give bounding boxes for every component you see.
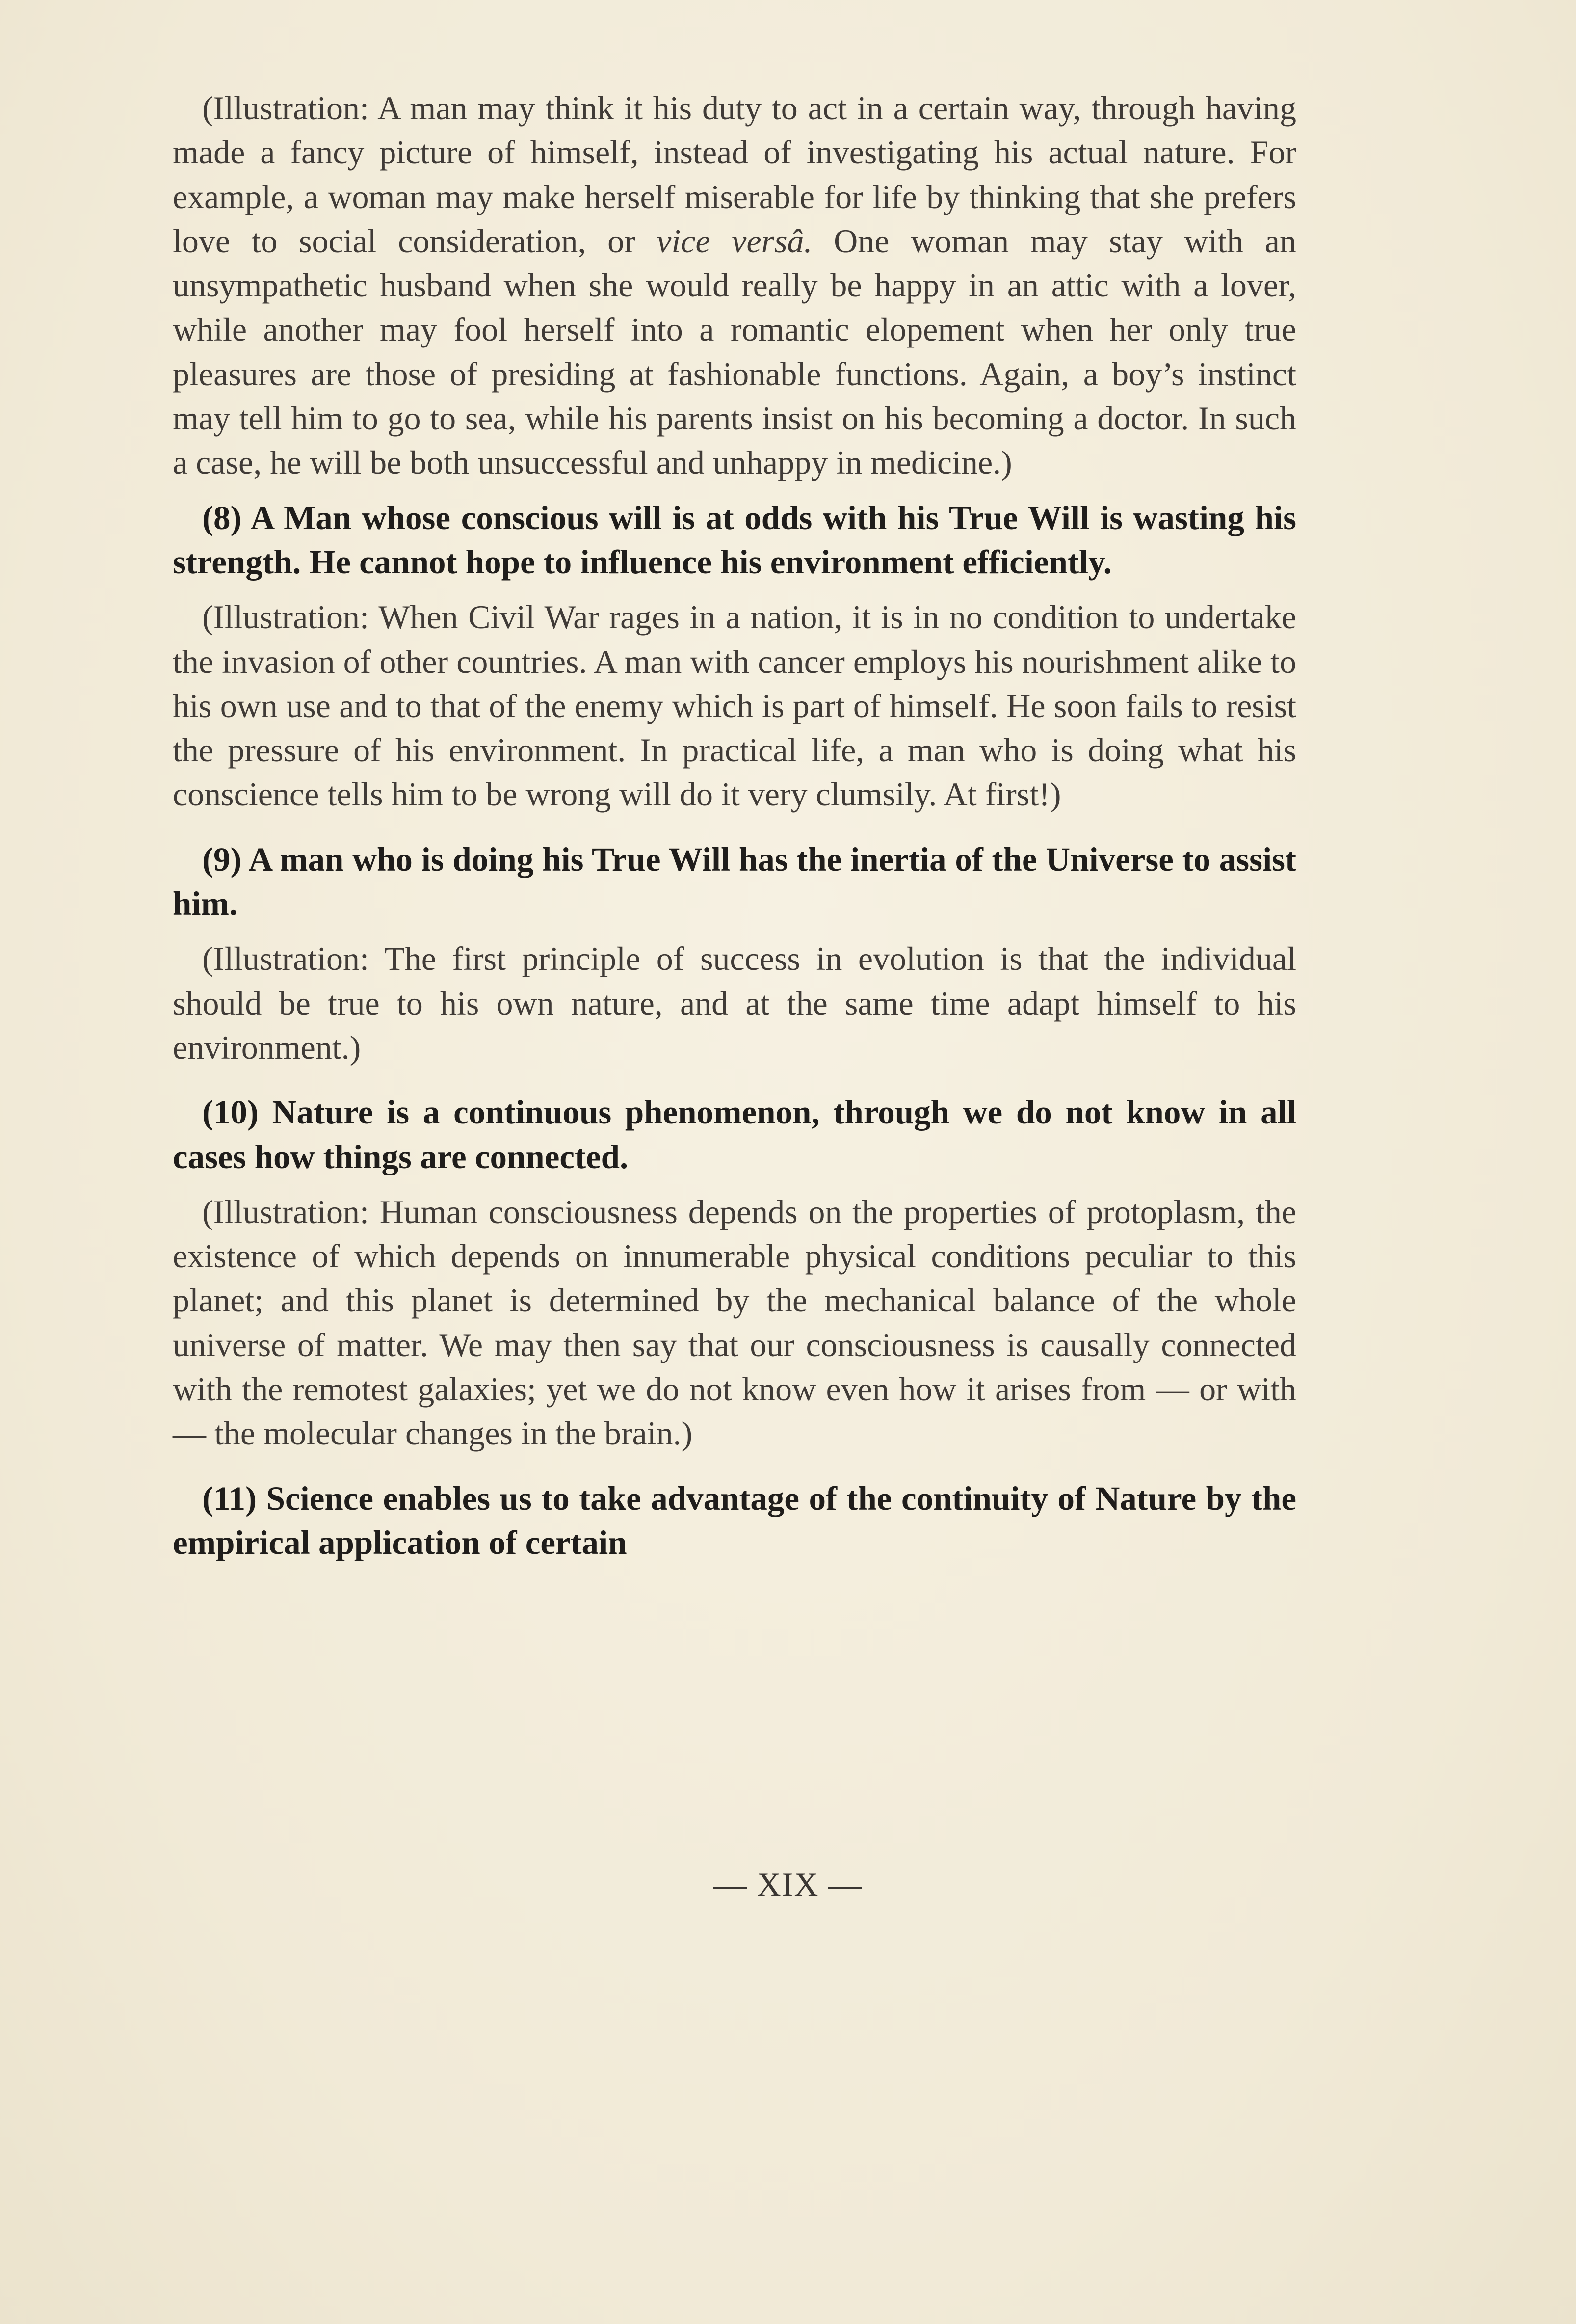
illustration-paragraph-9: (Illustration: The first principle of success in evolution is that the individual should be true to his own nature, and at the same time adapt himself to his environment.) (173, 940, 1296, 1066)
italic-phrase-vice-versa: vice versâ. (657, 222, 813, 260)
illustration-paragraph-7 (173, 86, 1296, 485)
proposition-9: (9) A man who is doing his True Will has the inertia of the Universe to assist him. (173, 840, 1296, 923)
proposition-11: (11) Science enables us to take advantage of the continuity of Nature by the empirical application of certain (173, 1479, 1296, 1561)
illustration-paragraph-8: (Illustration: When Civil War rages in a nation, it is in no condition to undertake the invasion of other countries. A man with cancer employs his nourishment alike to his own use and to that of the enemy which is part of himself. He soon fails to resist the pressure of his environment. In practical life, a man who is doing what his conscience tells him to be wrong will do it very clumsily. At first!) (173, 598, 1296, 813)
illustration-paragraph-10: (Illustration: Human consciousness depends on the properties of protoplasm, the existence of which depends on innumerable physical conditions peculiar to this planet; and this planet is determined by the mechanical balance of the whole universe of matter. We may then say that our consciousness is causally connected with the remotest galaxies; yet we do not know even how it arises from — or with — the molecular changes in the brain.) (173, 1193, 1296, 1452)
illustration-7-text-end: One woman may stay with an unsympathetic husband when she would really be happy in an attic with a lover, while another may fool herself into a romantic elopement when her only true pleasures are those of presiding at fashionable functions. Again, a boy’s instinct may tell him to go to sea, while his parents insist on his becoming a doctor. In such a case, he will be both unsuccessful and unhappy in medicine.) (173, 222, 1296, 481)
proposition-8: (8) A Man whose conscious will is at odds with his True Will is wasting his strength. He cannot hope to influence his environment efficiently. (173, 499, 1296, 581)
proposition-10: (10) Nature is a continuous phenomenon, through we do not know in all cases how things are connected. (173, 1094, 1296, 1175)
page-text-column (173, 86, 1296, 1565)
illustration-7-text-start: (Illustration: A man may think it his duty to act in a certain way, through having made a fancy picture of himself, instead of investigating his actual nature. For example, a woman may make herself miserable for life by thinking that she prefers love to social consideration, or (173, 89, 1296, 260)
page-number: — XIX — (713, 1866, 863, 1903)
